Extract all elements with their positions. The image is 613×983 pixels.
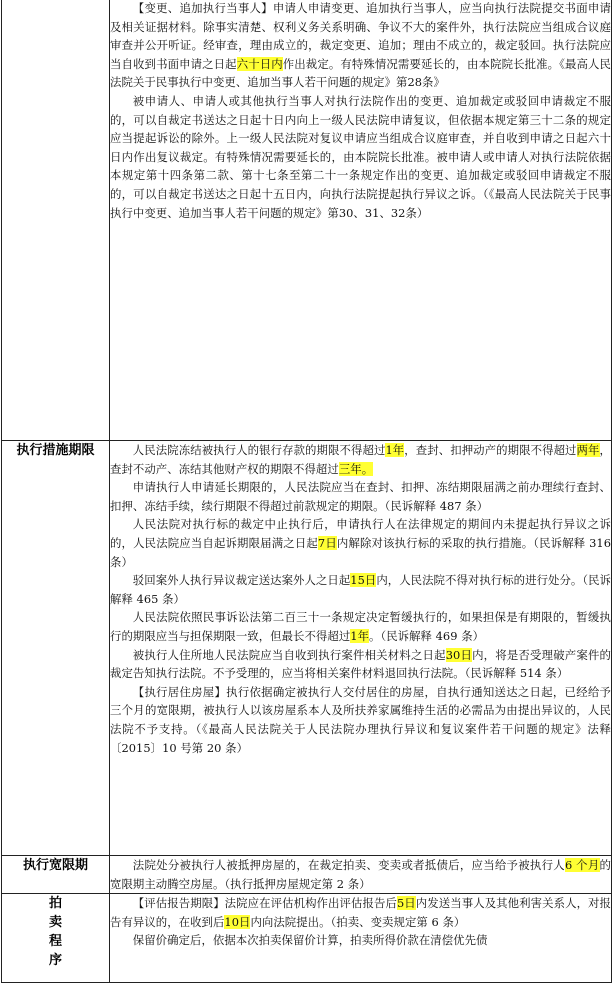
text-run: 【执行居住房屋】执行依据确定被执行人交付居住的房屋，自执行通知送达之日起，已经给予三个月的宽限期，被执行人以该房屋系本人及所扶养家属维持生活的必需品为由提出异议的，人民法院不予支持。（《最高人民法院关于人民法院办理执行异议和复议案件若干问题的规定》法释〔2015〕10 号第 20 条） bbox=[110, 684, 611, 755]
text-run: 保留价确定后，依据本次拍卖保留价计算，拍卖所得价款在清偿优先债 bbox=[132, 933, 488, 948]
highlighted-deadline: 1年 bbox=[385, 443, 405, 457]
text-run: 的宽限期主动腾空房屋。（执行抵押房屋规定第 2 条） bbox=[110, 858, 611, 891]
text-run: 。（民诉解释 469 条） bbox=[369, 628, 485, 643]
paragraph bbox=[110, 0, 611, 92]
row-label bbox=[2, 0, 110, 441]
highlighted-deadline: 六十日内 bbox=[236, 56, 283, 71]
paragraph bbox=[110, 515, 611, 571]
row-label-char: 程 bbox=[48, 934, 62, 950]
paragraph bbox=[110, 646, 611, 683]
table-row bbox=[2, 441, 612, 856]
text-run: 【评估报告期限】法院应在评估机构作出评估报告后 bbox=[132, 896, 397, 911]
paragraph bbox=[110, 608, 611, 645]
highlighted-deadline: 7日 bbox=[317, 535, 337, 550]
row-content-change-parties bbox=[110, 0, 612, 441]
row-label-char: 卖 bbox=[48, 915, 62, 931]
row-label-char: 序 bbox=[48, 953, 62, 969]
paragraph bbox=[110, 92, 611, 222]
table-row bbox=[2, 856, 612, 894]
text-run: 内发送当事人及其他利害关系人，对报告有异议的，在收到后 bbox=[110, 896, 611, 929]
highlighted-deadline: 30日 bbox=[445, 647, 473, 662]
paragraph bbox=[110, 441, 611, 478]
text-run: ，查封、扣押动产的期限不得超过 bbox=[404, 443, 577, 457]
highlighted-deadline: 两年 bbox=[576, 443, 600, 457]
text-run: 被申请人、申请人或其他执行当事人对执行法院作出的变更、追加裁定或驳回申请裁定不服的，可以自裁定书送达之日起十日内向上一级人民法院申请复议，但依据本规定第三十二条的规定应当提起诉讼的除外。上一级人民法院对复议申请应当组成合议庭审查，并自收到申请之日起六十日内作出复议裁定。有特殊情况需要延长的，由本院院长批准。被申请人或申请人对执行法院依据本规定第十四条第二款、第十七条至第二十一条规定作出的变更、追加裁定或驳回申请裁定不服的，可以自裁定书送达之日起十五日内，向执行法院提起执行异议之诉。（《最高人民法院关于民事执行中变更、追加当事人若干问题的规定》第30、31、32条） bbox=[110, 93, 611, 220]
text-run: 【变更、追加执行当事人】申请人申请变更、追加执行当事人，应当向执行法院提交书面申请及相关证据材料。除事实清楚、权利义务关系明确、争议不大的案件外，执行法院应当组成合议庭审查并公开听证。经审查，理由成立的，裁定变更、追加；理由不成立的，裁定驳回。执行法院应当自收到书面申请之日起 bbox=[110, 1, 611, 71]
row-label-enforcement-measures: 执行措施期限 bbox=[2, 441, 110, 856]
text-run: 人民法院依照民事诉讼法第二百三十一条规定决定暂缓执行的，如果担保是有期限的，暂缓执行的期限应当与担保期限一致，但最长不得超过 bbox=[110, 610, 611, 643]
text-run: 内解除对该执行标的采取的执行措施。（民诉解释 316 条） bbox=[110, 535, 611, 569]
row-label-grace-period: 执行宽限期 bbox=[2, 856, 110, 894]
text-run: 内向法院提出。（拍卖、变卖规定第 6 条） bbox=[250, 914, 466, 929]
regulation-table bbox=[1, 0, 612, 983]
table-row bbox=[2, 0, 612, 441]
text-run: 法院处分被执行人被抵押房屋的，在裁定拍卖、变卖或者抵债后，应当给予被执行人 bbox=[132, 858, 565, 872]
highlighted-deadline: 15日 bbox=[350, 573, 377, 588]
paragraph bbox=[110, 478, 611, 515]
table-row bbox=[2, 894, 612, 983]
row-label-char: 拍 bbox=[48, 896, 62, 912]
paragraph bbox=[110, 856, 611, 893]
text-run: 人民法院对执行标的裁定中止执行后，申请执行人在法律规定的期间内未提起执行异议之诉的，人民法院应当自起诉期限届满之日起 bbox=[110, 517, 611, 550]
row-content-grace-period bbox=[110, 856, 612, 894]
text-run: 驳回案外人执行异议裁定送达案外人之日起 bbox=[132, 573, 351, 588]
paragraph bbox=[110, 894, 611, 931]
row-content-enforcement-measures bbox=[110, 441, 612, 856]
paragraph bbox=[110, 683, 611, 757]
highlighted-deadline: 10日 bbox=[224, 914, 251, 929]
highlighted-deadline: 6 个月 bbox=[564, 858, 600, 872]
text-run: 内，人民法院不得对执行标的进行处分。（民诉解释 465 条） bbox=[110, 573, 611, 606]
text-run: 作出裁定。有特殊情况需要延长的，由本院院长批准。《最高人民法院关于民事执行中变更、追加当事人若干问题的规定》第28条》 bbox=[110, 56, 611, 90]
highlighted-deadline: 5日 bbox=[396, 896, 416, 911]
highlighted-deadline: 三年。 bbox=[338, 461, 374, 476]
text-run: ，查封不动产、冻结其他财产权的期限不得超过 bbox=[110, 443, 611, 476]
highlighted-deadline: 1年 bbox=[350, 628, 370, 643]
text-run: 人民法院冻结被执行人的银行存款的期限不得超过 bbox=[132, 443, 386, 457]
text-run: 被执行人住所地人民法院应当自收到执行案件相关材料之日起 bbox=[132, 647, 446, 662]
row-content-auction-procedure bbox=[110, 894, 612, 983]
paragraph bbox=[110, 571, 611, 608]
row-label-auction-procedure bbox=[2, 894, 110, 983]
text-run: 内，将是否受理破产案件的裁定告知执行法院。不予受理的，应当将相关案件材料退回执行法院。（民诉解释 514 条） bbox=[110, 647, 611, 681]
paragraph bbox=[110, 931, 611, 950]
text-run: 申请执行人申请延长期限的，人民法院应当在查封、扣押、冻结期限届满之前办理续行查封、扣押、冻结手续，续行期限不得超过前款规定的期限。（民诉解释 487 条） bbox=[110, 480, 611, 513]
